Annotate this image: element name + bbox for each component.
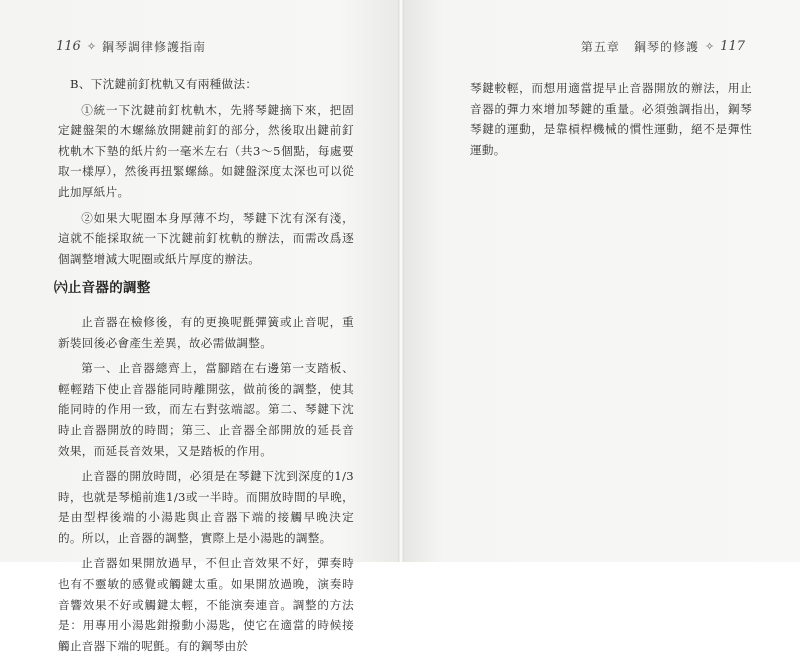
right-page-number: 117 <box>720 39 745 54</box>
paragraph: ②如果大呢圈本身厚薄不均，琴鍵下沈有深有淺，這就不能採取統一下沈鍵前釘枕軌的辦法，而需改爲逐個調整增減大呢圈或紙片厚度的辦法。 <box>58 210 354 266</box>
chapter-label: 第五章 <box>580 40 620 54</box>
section-heading: ㈥止音器的調整 <box>54 280 151 297</box>
paragraph: 止音器的開放時間，必須是在琴鍵下沈到深度的1/3時，也就是琴槌前進1/3或一半時。而開放時間的早晚，是由型桿後端的小湯匙與止音器下端的接觸早晚決定的。所以，止音器的調整，實際上是小湯匙的調整。 <box>58 469 354 545</box>
left-page <box>0 0 398 653</box>
left-running-header <box>56 38 206 55</box>
paragraph: B、下沈鍵前釘枕軌又有兩種做法： <box>70 77 258 91</box>
left-body-text <box>54 74 354 661</box>
paragraph: 止音器如果開放過早，不但止音效果不好，彈奏時也有不靈敏的感覺或觸鍵太重。如果開放過晚，演奏時音響效果不好或觸鍵太輕，不能演奏連音。調整的方法是：用專用小湯匙鉗撥動小湯匙，使它在適當的時候接觸止音器下端的呢氈。有的鋼琴由於 <box>58 556 354 653</box>
paragraph: ①統一下沈鍵前釘枕軌木，先將琴鍵摘下來，把固定鍵盤架的木螺絲放開鍵前釘的部分，然後取出鍵前釘枕軌木下墊的紙片約一毫米左右（共3～5個點，每處要取一樣厚），然後再扭緊螺絲。如鍵盤深度太深也可以從此加厚紙片。 <box>58 102 354 199</box>
right-body-text <box>470 78 752 165</box>
paragraph: 止音器在檢修後，有的更換呢氈彈簧或止音呢，重新裝回後必會產生差異，故必需做調整。 <box>58 314 354 350</box>
left-page-number: 116 <box>56 39 81 54</box>
paragraph: 第一、止音器總齊上，當腳踏在右邊第一支踏板、輕輕踏下使止音器能同時離開弦，做前後的調整，使其能同時的作用一致，而左右對弦端認。第二、琴鍵下沈時止音器開放的時間；第三、止音器全部開放的延長音效果，而延長音效果，又是踏板的作用。 <box>58 361 354 458</box>
paragraph: 琴鍵較輕，而想用適當提早止音器開放的辦法，用止音器的彈力來增加琴鍵的重量。必須強調指出，鋼琴琴鍵的運動，是靠槓桿機械的慣性運動，絕不是彈性運動。 <box>470 81 752 157</box>
right-running-header <box>581 38 745 55</box>
left-book-title: 鋼琴調律修護指南 <box>102 40 207 54</box>
diamond-ornament-icon: ✧ <box>86 40 97 53</box>
diamond-ornament-icon: ✧ <box>704 40 715 53</box>
chapter-title: 鋼琴的修護 <box>633 40 699 54</box>
